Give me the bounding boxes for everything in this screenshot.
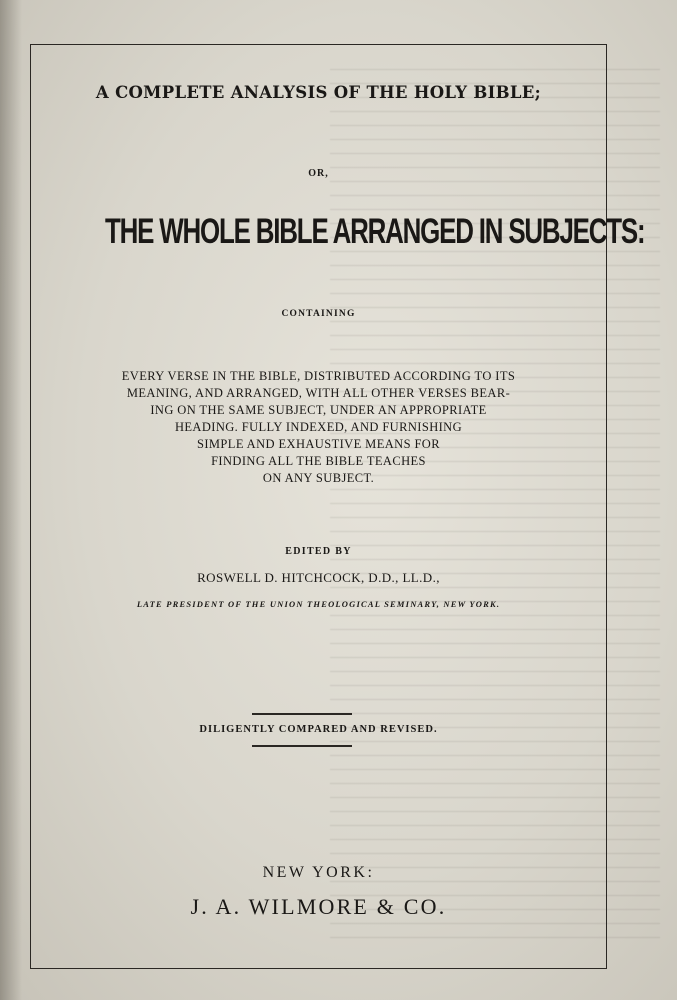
description-line: ON ANY SUBJECT.: [262, 471, 375, 485]
description-line: SIMPLE AND EXHAUSTIVE MEANS FOR: [197, 437, 440, 451]
rule-above: [252, 713, 352, 715]
or-connector: OR,: [308, 168, 329, 179]
description-line: HEADING. FULLY INDEXED, AND FURNISHING: [174, 420, 463, 434]
title-top: A COMPLETE ANALYSIS OF THE HOLY BIBLE;: [95, 83, 542, 102]
containing-label: CONTAINING: [281, 309, 356, 319]
revised-note: DILIGENTLY COMPARED AND REVISED.: [199, 724, 438, 735]
author-affiliation: LATE PRESIDENT OF THE UNION THEOLOGICAL SEMINARY, NEW YORK.: [136, 599, 501, 609]
spine-shadow: [0, 0, 22, 1000]
author-name: ROSWELL D. HITCHCOCK, D.D., LL.D.,: [197, 570, 440, 585]
description-line: EVERY VERSE IN THE BIBLE, DISTRIBUTED ACCORDING TO ITS: [121, 369, 516, 383]
description-line: FINDING ALL THE BIBLE TEACHES: [211, 454, 426, 468]
rule-below: [252, 745, 352, 747]
publication-place: NEW YORK:: [262, 864, 375, 881]
publisher-name: J. A. WILMORE & CO.: [190, 894, 447, 919]
edited-by-label: EDITED BY: [285, 546, 352, 557]
description-line: ING ON THE SAME SUBJECT, UNDER AN APPROPRIATE: [150, 403, 487, 417]
main-title: THE WHOLE BIBLE ARRANGED IN SUBJECTS:: [105, 212, 645, 251]
page-border: [30, 44, 645, 969]
description-line: MEANING, AND ARRANGED, WITH ALL OTHER VERSES BEAR-: [126, 386, 511, 400]
